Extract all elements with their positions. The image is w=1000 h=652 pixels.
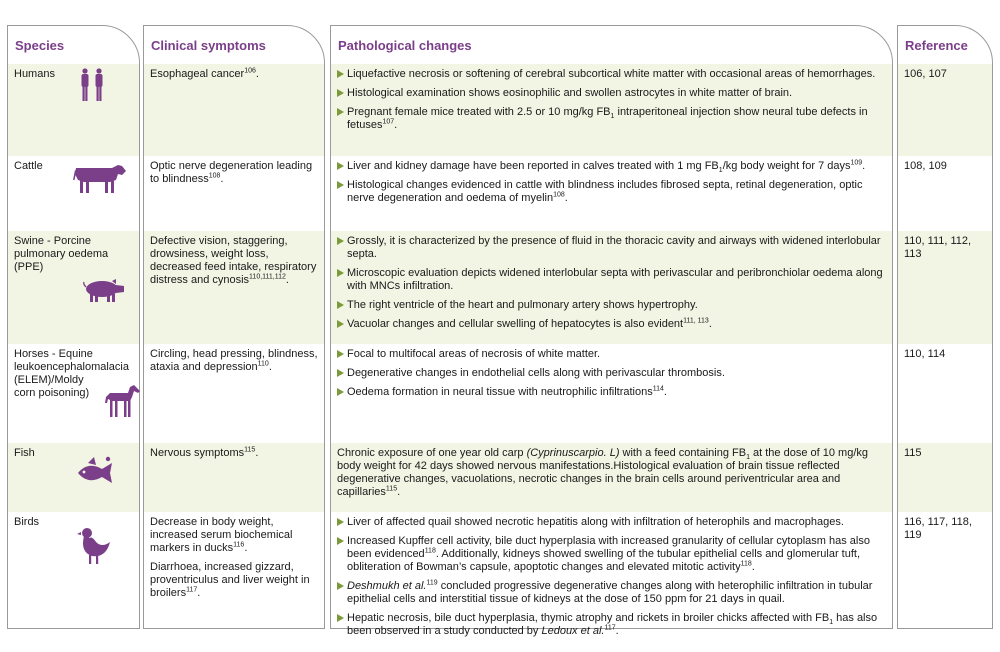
text-run: . [220,173,224,185]
text-run: intraperitoneal injection show neural tube defects in fetuses [347,106,868,131]
italic-text: (Cyprinuscarpio. L) [526,447,620,459]
clinical-text [144,231,324,287]
triangle-bullet-icon [337,614,344,622]
clinical-paragraph [150,160,318,186]
text-run: . [862,160,866,172]
citation-superscript: 110,111,112 [249,273,286,281]
text-run: Liver and kidney damage have been reported in calves treated with 1 mg FB [347,160,719,172]
citation-superscript: 109 [850,159,863,167]
text-run: Diarrhoea, increased gizzard, proventriculus and liver weight in broilers [150,561,310,599]
citation-superscript: 110 [257,360,269,368]
clinical-header: Clinical symptoms [151,38,266,53]
species-name: Swine - Porcine pulmonary oedema (PPE) [14,235,109,273]
triangle-bullet-icon [337,582,344,590]
triangle-bullet-icon [337,369,344,377]
clinical-text [144,512,324,600]
clinical-paragraph [150,68,318,81]
text-run: Chronic exposure of one year old carp [337,447,527,459]
clinical-paragraph [150,348,318,374]
text-run: Oedema formation in neural tissue with neutrophilic infiltrations [347,386,653,398]
subscript: 1 [718,167,723,175]
pathology-row [331,231,892,344]
text-run: Microscopic evaluation depicts widened interlobular septa with perivascular and peribronchiolar oedema along with MNCs infiltration. [347,267,883,292]
reference-row [898,231,992,344]
clinical-row [144,512,324,630]
text-run: Liquefactive necrosis or softening of cerebral subcortical white matter with occasional areas of hemorrhages. [347,68,876,80]
text-run: . [394,119,398,131]
text-run: Nervous symptoms [150,447,245,459]
clinical-text [144,156,324,186]
text-run: with a feed containing FB [619,447,747,459]
clinical-column [143,25,325,629]
triangle-bullet-icon [337,89,344,97]
text-run: Vacuolar changes and cellular swelling of hepatocytes is also evident [347,318,684,330]
subscript: 1 [610,113,615,121]
text-run: . [564,192,568,204]
text-run: Increased Kupffer cell activity, bile duct hyperplasia with increased granularity of cellular cytoplasm has also been evidenced [347,535,870,560]
text-run: . [751,561,755,573]
text-run: Hepatic necrosis, bile duct hyperplasia, thymic atrophy and rickets in broiler chicks affected with FB [347,612,830,624]
subscript: 1 [746,454,750,462]
reference-row [898,512,992,630]
citation-superscript: 115 [385,485,398,493]
text-run: . [397,486,401,498]
species-row-fish [8,443,139,512]
citation-superscript: 118 [424,547,436,555]
citation-superscript: 111, 113 [683,317,709,325]
text-run: Liver of affected quail showed necrotic hepatitis along with infiltration of heterophils and macrophages. [347,516,844,528]
text-run: at the dose of 10 mg/kg body weight for 42 days showed nervous manifestations.Histological evaluation of brain tissue reflected degenerative changes, vacuolations, necrotic changes in the brain cells around periventricular area and capillaries [337,447,868,498]
bullet-item [337,348,886,361]
clinical-paragraph [150,235,318,287]
text-run: . [708,318,712,330]
italic-text: Deshmukh et al. [347,580,427,592]
species-name: Humans [14,68,55,80]
text-run: Circling, head pressing, blindness, ataxia and depression [150,348,318,373]
citation-superscript: 108 [553,191,565,199]
species-row-swine [8,231,139,344]
species-row-birds [8,512,139,630]
triangle-bullet-icon [337,350,344,358]
clinical-text [144,344,324,374]
text-run: . [255,68,259,80]
text-run: Pregnant female mice treated with 2.5 or 10 mg/kg FB [347,106,611,118]
text-run: Optic nerve degeneration leading to blindness [150,160,313,185]
text-run: Focal to multifocal areas of necrosis of white matter. [347,348,601,360]
triangle-bullet-icon [337,320,344,328]
text-run: Histological changes evidenced in cattle with blindness includes fibrosed septa, retinal degeneration, optic nerve degeneration and oedema of myelin [347,179,863,204]
species-column [7,25,140,629]
bullet-item [337,612,886,638]
triangle-bullet-icon [337,108,344,116]
pathology-header: Pathological changes [338,38,472,53]
clinical-paragraph [150,561,318,600]
text-run: Esophageal cancer [150,68,245,80]
pathology-text [331,64,892,132]
species-name: Horses - Equine leukoencephalomalacia (ELEM)/Moldy corn poisoning) [14,348,129,399]
text-run: . [244,542,248,554]
text-run: . [663,386,667,398]
pathology-text [331,344,892,399]
clinical-row [144,231,324,344]
bullet-item [337,106,886,132]
triangle-bullet-icon [337,181,344,189]
reference-text: 106, 107 [904,68,947,80]
species-row-horses [8,344,139,443]
reference-text: 110, 114 [904,348,946,360]
species-name: Birds [14,516,40,528]
bullet-item [337,267,886,293]
text-run: Degenerative changes in endothelial cells along with perivascular thrombosis. [347,367,725,379]
species-row-humans [8,64,139,156]
pathology-row [331,512,892,637]
clinical-row [144,64,324,156]
fish-icon [74,455,116,489]
text-run: . [268,361,272,373]
triangle-bullet-icon [337,70,344,78]
triangle-bullet-icon [337,269,344,277]
triangle-bullet-icon [337,518,344,526]
reference-text: 110, 111, 112, 113 [904,235,972,260]
bullet-item [337,299,886,312]
text-run: Histological examination shows eosinophilic and swollen astrocytes in white matter of brain. [347,87,793,99]
reference-text: 108, 109 [904,160,947,172]
text-run: concluded progressive degenerative changes along with heterophilic infiltration in tubular epithelial cells and interstitial tissue of kidneys at the dose of 150 ppm for 21 days in quail. [347,580,873,605]
bullet-item [337,367,886,380]
text-run: The right ventricle of the heart and pulmonary artery shows hypertrophy. [347,299,698,311]
clinical-text [144,443,324,460]
italic-text: Ledoux et al. [541,625,605,637]
horse-icon [104,383,142,419]
bullet-item [337,580,886,606]
text-run: Defective vision, staggering, drowsiness, weight loss, decreased feed intake, respiratory distress and cynosis [150,235,317,286]
text-run: . [197,587,201,599]
triangle-bullet-icon [337,237,344,245]
pathology-text [331,512,892,638]
bullet-item [337,68,886,81]
citation-superscript: 108 [208,172,221,180]
reference-column [897,25,993,629]
pathology-row [331,443,892,512]
bird-icon [76,526,114,566]
pathology-text [331,156,892,205]
bullet-item [337,535,886,574]
species-name: Cattle [14,160,43,172]
text-run: /kg body weight for 7 days [722,160,851,172]
reference-row [898,443,992,512]
bullet-item [337,179,886,205]
pathology-row [331,344,892,443]
citation-superscript: 114 [652,385,664,393]
cow-icon [72,162,128,194]
triangle-bullet-icon [337,537,344,545]
citation-superscript: 107 [382,118,395,126]
citation-superscript: 117 [604,624,616,632]
text-run: . [285,274,289,286]
species-row-cattle [8,156,139,231]
clinical-row [144,156,324,231]
pathology-column [330,25,893,637]
text-run: . [615,625,619,637]
text-run: Grossly, it is characterized by the presence of fluid in the thoracic cavity and airways with widened interlobular septa. [347,235,881,260]
reference-row [898,156,992,231]
clinical-row [144,344,324,443]
bullet-item [337,386,886,399]
bullet-item [337,160,886,173]
pathology-paragraph [337,447,886,499]
clinical-text [144,64,324,81]
bullet-item [337,235,886,261]
reference-row [898,344,992,443]
clinical-paragraph [150,447,318,460]
citation-superscript: 116 [233,541,245,549]
bullet-item [337,87,886,100]
clinical-row [144,443,324,512]
human-icon [78,68,106,102]
reference-row [898,64,992,156]
pathology-text [331,231,892,331]
citation-superscript: 118 [740,560,752,568]
triangle-bullet-icon [337,162,344,170]
pathology-row [331,156,892,231]
citation-superscript: 106 [244,67,256,75]
reference-text: 116, 117, 118, 119 [904,516,972,541]
pig-icon [82,278,126,304]
citation-superscript: 115 [244,446,256,454]
subscript: 1 [829,619,834,627]
triangle-bullet-icon [337,301,344,309]
citation-superscript: 117 [186,586,198,594]
reference-text: 115 [904,447,922,459]
species-name: Fish [14,447,35,459]
reference-header: Reference [905,38,968,53]
citation-superscript: 119 [426,579,438,587]
clinical-paragraph [150,516,318,555]
text-run: has also been observed in a study conducted by [347,612,878,637]
bullet-item [337,516,886,529]
bullet-item [337,318,886,331]
triangle-bullet-icon [337,388,344,396]
pathology-text [331,443,892,499]
text-run: Decrease in body weight, increased serum biochemical markers in ducks [150,516,293,554]
pathology-row [331,64,892,156]
text-run: . [255,447,259,459]
text-run: . Additionally, kidneys showed swelling of the tubular epithelial cells and glomerular tuft, obliteration of Bowman’s capsule, apoptotic changes and elevated mitotic activity [347,548,861,573]
species-header: Species [15,38,65,53]
